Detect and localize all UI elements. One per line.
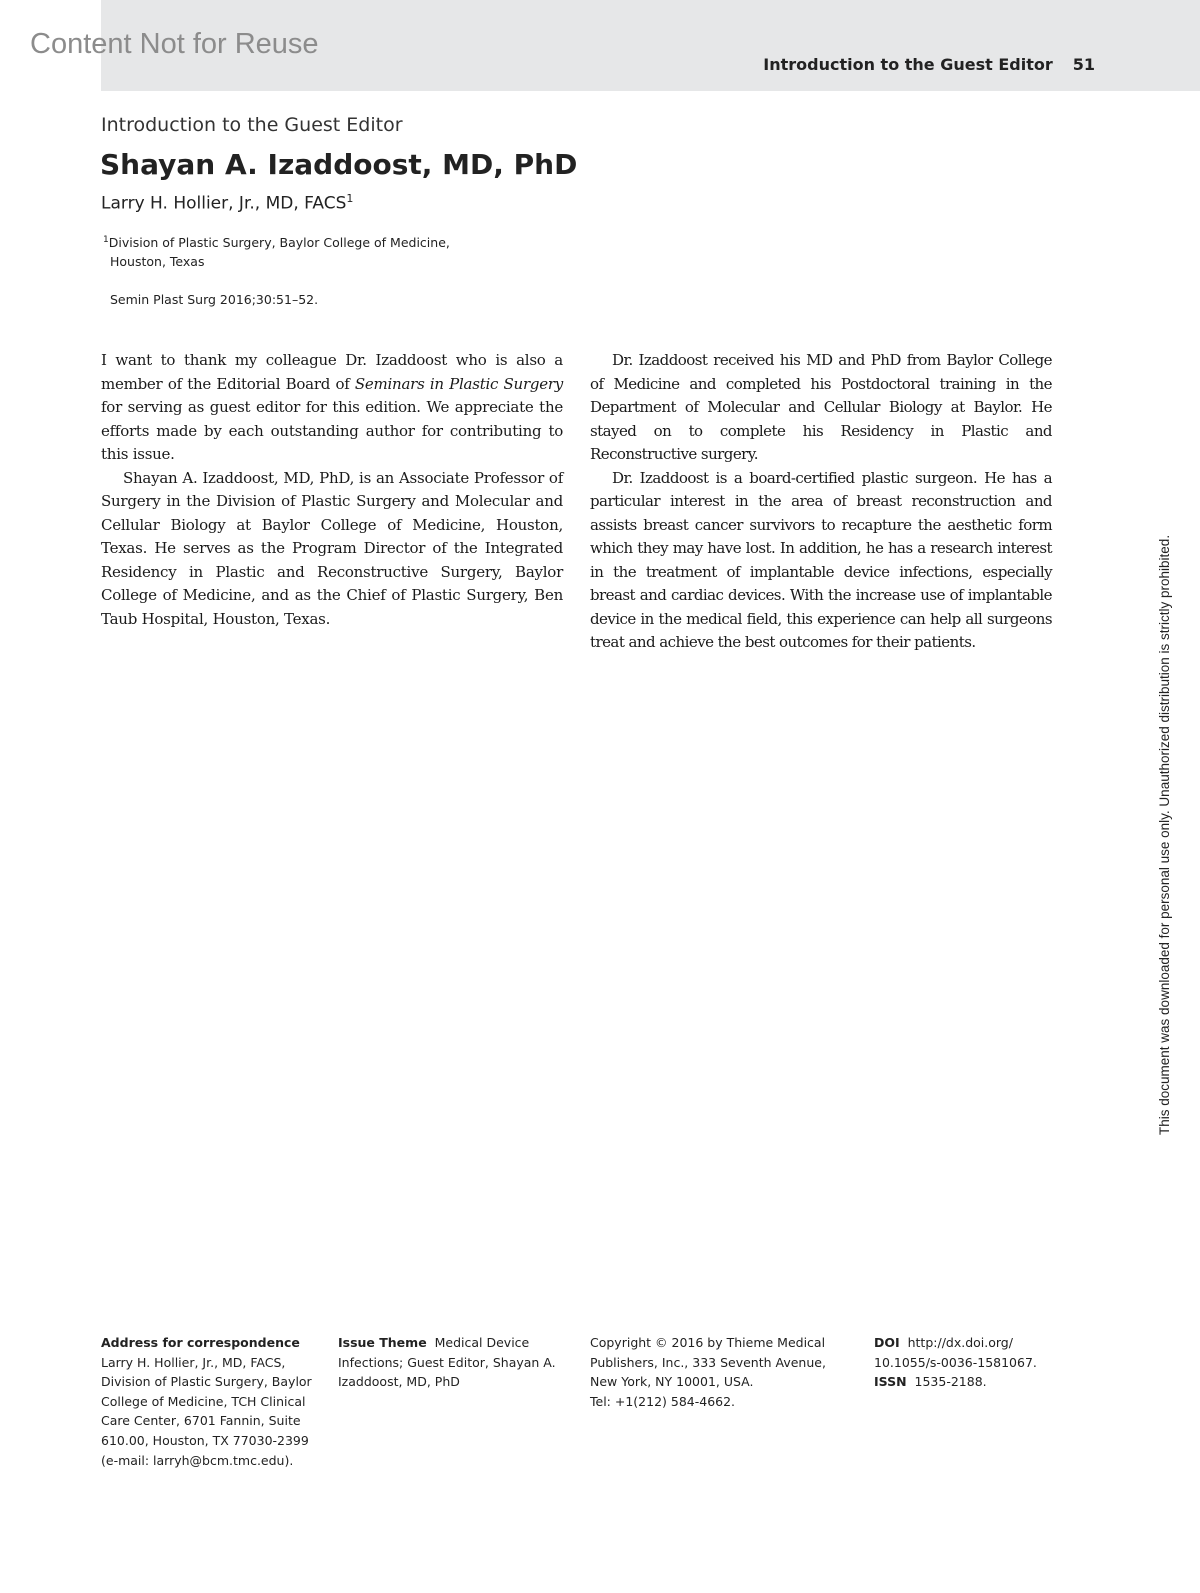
affiliation-line-1: Division of Plastic Surgery, Baylor College of Medicine, xyxy=(108,235,450,251)
correspondence-line: Care Center, 6701 Fannin, Suite xyxy=(101,1413,301,1429)
paragraph-thanks-b: for serving as guest editor for this edition. We appreciate the efforts made by each outstanding author for contributing to this issue. xyxy=(101,398,563,463)
footer-copyright xyxy=(590,1333,852,1411)
affiliation-line-2: Houston, Texas xyxy=(110,254,205,270)
section-label: Introduction to the Guest Editor xyxy=(101,114,403,136)
doi-label: DOI xyxy=(874,1335,900,1350)
side-notice: This document was downloaded for personal use only. Unauthorized distribution is strictly prohibited. xyxy=(1157,534,1172,1135)
copyright-line: Copyright © 2016 by Thieme Medical xyxy=(590,1335,826,1350)
author-affiliation-mark: 1 xyxy=(346,192,354,205)
footer-doi xyxy=(874,1333,1074,1392)
citation: Semin Plast Surg 2016;30:51–52. xyxy=(110,292,319,307)
running-head-title: Introduction to the Guest Editor xyxy=(763,55,1053,74)
correspondence-line: Division of Plastic Surgery, Baylor xyxy=(101,1374,312,1390)
page-number: 51 xyxy=(1072,55,1095,74)
paragraph-thanks xyxy=(101,349,563,467)
affiliation xyxy=(103,231,523,271)
copyright-phone: Tel: +1(212) 584-4662. xyxy=(590,1393,736,1409)
doi-link[interactable]: http://dx.doi.org/ xyxy=(907,1335,1013,1350)
article-title: Shayan A. Izaddoost, MD, PhD xyxy=(100,148,578,181)
correspondence-line: 610.00, Houston, TX 77030-2399 xyxy=(101,1432,309,1448)
copyright-line: Publishers, Inc., 333 Seventh Avenue, xyxy=(590,1354,826,1370)
running-head xyxy=(763,55,1095,74)
paragraph-bio: Shayan A. Izaddoost, MD, PhD, is an Associate Professor of Surgery in the Division of Plastic Surgery and Molecular and Cellular Biology at Baylor College of Medicine, Houston, Texas. He serves as the Program Director of the Integrated Residency in Plastic and Reconstructive Surgery, Baylor College of Medicine, and as the Chief of Plastic Surgery, Ben Taub Hospital, Houston, Texas. xyxy=(101,468,563,628)
body-column-left xyxy=(101,349,563,631)
author-name: Larry H. Hollier, Jr., MD, FACS xyxy=(101,193,347,214)
issue-theme-line: Medical Device xyxy=(434,1335,530,1350)
correspondence-line: College of Medicine, TCH Clinical xyxy=(101,1393,306,1409)
correspondence-line: Larry H. Hollier, Jr., MD, FACS, xyxy=(101,1354,286,1370)
issue-theme-line: Izaddoost, MD, PhD xyxy=(338,1374,460,1390)
issue-theme-label: Issue Theme xyxy=(338,1335,427,1350)
issn-value: 1535-2188. xyxy=(914,1374,987,1390)
author xyxy=(101,192,353,214)
watermark: Content Not for Reuse xyxy=(30,28,319,60)
affiliation-mark: 1 xyxy=(103,235,109,245)
paragraph-interests: Dr. Izaddoost is a board-certified plastic surgeon. He has a particular interest in the area of breast reconstruction and assists breast cancer survivors to recapture the aesthetic form which they may have lost. In addition, he has a research interest in the treatment of implantable device infections, especially breast and cardiac devices. With the increase use of implantable device in the medical field, this experience can help all surgeons treat and achieve the best outcomes for their patients. xyxy=(590,468,1052,651)
paragraph-training: Dr. Izaddoost received his MD and PhD from Baylor College of Medicine and completed his Postdoctoral training in the Department of Molecular and Cellular Biology at Baylor. He stayed on to complete his Residency in Plastic and Reconstructive surgery. xyxy=(590,351,1052,463)
doi-value: 10.1055/s-0036-1581067. xyxy=(874,1354,1037,1370)
footer-issue-theme xyxy=(338,1333,570,1392)
journal-name: Seminars in Plastic Surgery xyxy=(354,374,563,393)
copyright-line: New York, NY 10001, USA. xyxy=(590,1374,754,1390)
issn-label: ISSN xyxy=(874,1374,907,1390)
correspondence-label: Address for correspondence xyxy=(101,1335,300,1350)
footer-correspondence xyxy=(101,1333,326,1470)
paragraph-thanks-a: I want to thank my colleague Dr. Izaddoost who is also a member of the Editorial Board of xyxy=(101,351,563,393)
issue-theme-line: Infections; Guest Editor, Shayan A. xyxy=(338,1354,556,1370)
correspondence-email: (e-mail: larryh@bcm.tmc.edu). xyxy=(101,1452,294,1468)
body-column-right xyxy=(590,349,1052,655)
